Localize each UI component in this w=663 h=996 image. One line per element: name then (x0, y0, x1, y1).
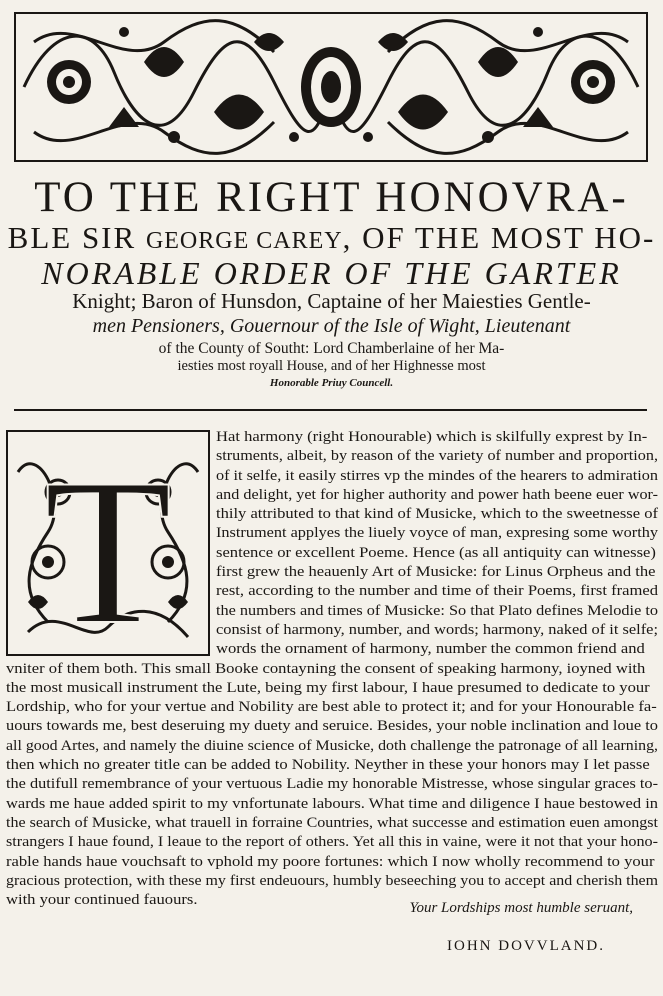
signature: IOHN DOVVLAND. (447, 938, 605, 954)
body-line: wards me haue added spirit to my vnfortunate labours. What time and diligence I haue bestowed in (6, 795, 658, 812)
body-line: first grew the heauenly Art of Musicke: for Linus Orpheus and the (216, 564, 656, 581)
body-line: with your continued fauours. (6, 892, 198, 909)
body-line: rable hands haue vouchsaft to vphold my poore fortunes: which I now wholly recommend to your (6, 853, 655, 870)
headpiece-ornament-icon (14, 12, 648, 162)
dedication-body (6, 428, 658, 910)
body-line: rest, according to the number and time of their Poems, first framed (216, 583, 658, 600)
title-line-2 (0, 220, 663, 259)
body-line: then which no greater title can be added to Nobility. Neyther in these your honors may I let passe (6, 757, 650, 774)
title-line-6: of the County of Southt: Lord Chamberlaine of her Ma- (158, 340, 505, 357)
title-line-1: TO THE RIGHT HONOVRA- (34, 174, 629, 221)
body-line: Hat harmony (right Honourable) which is skilfully exprest by In- (216, 429, 648, 445)
ornamental-headpiece (14, 12, 648, 162)
title-name: GEORGE CAREY (145, 228, 343, 254)
body-line: words the ornament of harmony, number the common friend and (216, 641, 645, 658)
body-line: the search of Musicke, what trauell in forraine Countries, what successe and estimation euen amongst (6, 814, 658, 831)
body-line: of it selfe, it easily stirres vp the mindes of the hearers to admiration (216, 467, 658, 484)
dropcap-letter: T (43, 436, 173, 654)
title-line-3: NORABLE ORDER OF THE GARTER (41, 255, 622, 291)
body-line: sentence or excellent Poeme. Hence (as all antiquity can witnesse) (216, 544, 656, 561)
body-line: the most musicall instrument the Lute, being my first labour, I haue presumed to dedicate to your (6, 679, 650, 696)
body-line: and delight, yet for higher authority and power hath beene euer wor- (216, 486, 658, 503)
title-line-8: Honorable Priuy Councell. (269, 377, 394, 389)
body-line: uours towards me, best deseruing my duety and seruice. Besides, your noble inclination and loue to (6, 718, 658, 735)
body-line: Instrument applyes the liuely voyce of man, expresing some worthy (216, 525, 658, 542)
title-line-2c: , OF THE MOST HO- (342, 220, 656, 255)
body-line: thily attributed to that kind of Musicke, which to the sweetnesse of (216, 506, 658, 523)
body-line: struments, albeit, by reason of the variety of number and proportion, (216, 448, 658, 465)
closing-salutation: Your Lordships most humble seruant, (409, 900, 633, 916)
title-line-5: men Pensioners, Gouernour of the Isle of Wight, Lieutenant (92, 315, 571, 337)
body-line: Lordship, who for your vertue and Nobility are best able to protect it; and for your Honourable fa- (6, 699, 657, 716)
body-line: the dutifull remembrance of your vertuous Ladie my honorable Mistresse, whose singular graces to- (6, 776, 658, 793)
body-line: vniter of them both. This small Booke contayning the consent of speaking harmony, ioyned with (6, 660, 646, 677)
title-line-4: Knight; Baron of Hunsdon, Captaine of her Maiesties Gentle- (72, 289, 591, 313)
body-line: the numbers and times of Musicke: So that Plato defines Melodie to (216, 602, 658, 619)
body-line: gracious protection, with these my first endeuours, humbly beseeching you to accept and cherish them (6, 872, 658, 889)
title-line-7: iesties most royall House, and of her Highnesse most (177, 358, 486, 374)
title-line-2a: BLE SIR (7, 220, 146, 255)
body-line: all good Artes, and namely the diuine science of Musicke, doth challenge the patronage of all learning, (6, 737, 658, 754)
body-line: consist of harmony, number, and words; harmony, naked of it selfe; (216, 621, 658, 638)
divider-rule (14, 409, 647, 411)
body-line: strangers I haue found, I leaue to the report of others. Yet all this in vaine, were it not that your hono- (6, 834, 658, 851)
